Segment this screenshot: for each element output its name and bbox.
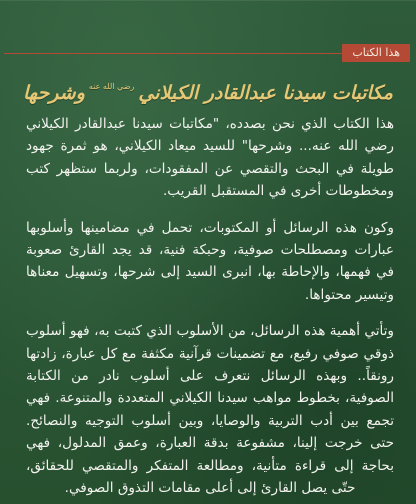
- paragraph-1: هذا الكتاب الذي نحن بصدده، "مكاتبات سيدنا عبدالقادر الكيلاني رضي الله عنه... وشرحها" للسيد ميعاد الكيلاني، هو ثمرة جهود طويلة في البحث والتقصي عن المفقودات، ولربما ستظهر كتب ومخطوطات أخرى في المستقبل القريب.: [26, 116, 394, 200]
- title-main: مكاتبات سيدنا عبدالقادر الكيلاني: [138, 82, 393, 104]
- page-title: [23, 82, 393, 104]
- title-suffix: وشرحها: [23, 82, 85, 104]
- section-tag: هذا الكتاب: [342, 44, 410, 62]
- paragraph-2: وكون هذه الرسائل أو المكتوبات، تحمل في مضامينها وأسلوبها عبارات ومصطلحات صوفية، وحبكة فنية، قد يجد القارئ صعوبة في فهمها، والإحاطة بها، انبرى السيد إلى شرحها، وتسهيل معناها وتيسير محتواها.: [26, 219, 394, 303]
- body-text: [26, 113, 394, 500]
- title-honorific: رضي الله عنه: [88, 81, 135, 91]
- title-row: [0, 73, 416, 113]
- paragraph-3: وتأتي أهمية هذه الرسائل، من الأسلوب الذي كتبت به، فهو أسلوب ذوقي صوفي رفيع، مع تضمينات قرآنية مكثفة مع كل عبارة، زادتها رونقاً.. وبهذه الرسائل نتعرف على أسلوب نادر من الكتابة الصوفية، بخطوط مواهب سيدنا الكيلاني المتعددة والمتنوعة. فهي تجمع بين أدب التربية والوصايا، وبين أسلوب التوجيه والنصائح. حتى خرجت إلينا، مشفوعة بدقة العبارة، وعمق المدلول، فهي بحاجة إلى قراءة متأنية، ومطالعة المتفكر والمتقصي للحقائق، حتّى يصل القارئ إلى أعلى مقامات التذوق الصوفي.: [26, 323, 394, 497]
